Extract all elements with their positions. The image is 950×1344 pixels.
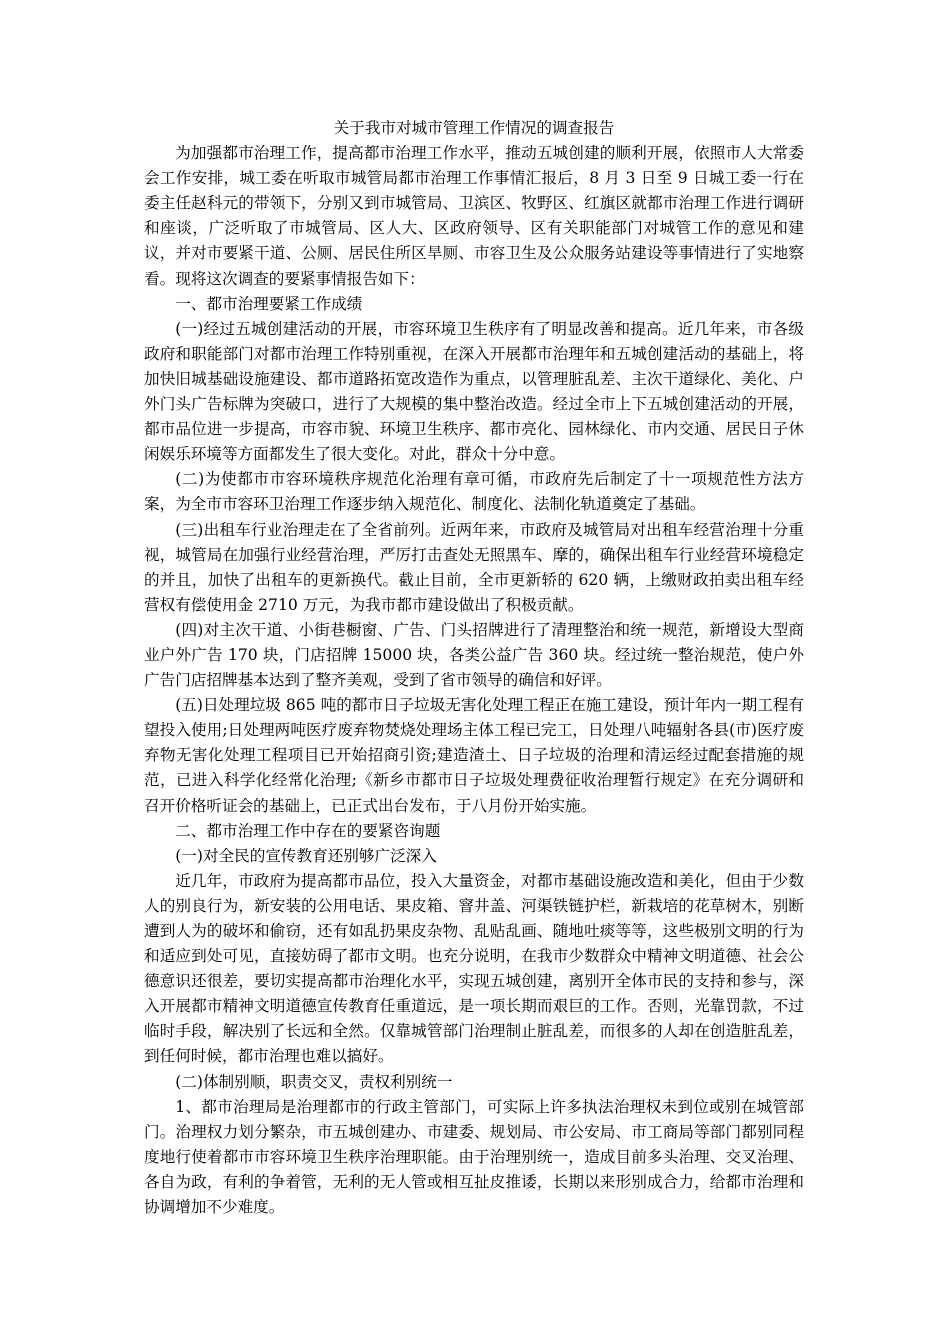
paragraph-achievement-2: (二)为使都市市容环境秩序规范化治理有章可循，市政府先后制定了十一项规范性方法方案，为全市市容环卫治理工作逐步纳入规范化、制度化、法制化轨道奠定了基础。 bbox=[144, 470, 804, 514]
section-heading-problems: 二、都市治理工作中存在的要紧咨询题 bbox=[175, 821, 441, 840]
paragraph-achievement-1: (一)经过五城创建活动的开展，市容环境卫生秩序有了明显改善和提高。近几年来，市各级政府和职能部门对都市治理工作特别重视，在深入开展都市治理年和五城创建活动的基础上，将加快旧城基础设施建设、都市道路拓宽改造作为重点，以管理脏乱差、主次干道绿化、美化、户外门头广告标牌为突破口，进行了大规模的集中整治改造。经过全市上下五城创建活动的开展，都市品位进一步提高，市容市貌、环境卫生秩序、都市亮化、园林绿化、市内交通、居民日子休闲娱乐环境等方面都发生了很大变化。对此，群众十分中意。 bbox=[144, 319, 804, 464]
paragraph-problem-1: 近几年，市政府为提高都市品位，投入大量资金，对都市基础设施改造和美化，但由于少数人的别良行为，新安装的公用电话、果皮箱、窨井盖、河渠铁链护栏，新栽培的花草树木，别断遭到人为的破坏和偷窃，还有如乱扔果皮杂物、乱贴乱画、随地吐痰等等，这些极别文明的行为和适应到处可见，直接妨碍了都市文明。也充分说明，在我市少数群众中精神文明道德、社会公德意识还很差，要切实提高都市治理化水平，实现五城创建，离别开全体市民的支持和参与，深入开展都市精神文明道德宣传教育任重道远，是一项长期而艰巨的工作。否则，光靠罚款，不过临时手段，解决别了长远和全然。仅靠城管部门治理制止脏乱差，而很多的人却在创造脏乱差，到任何时候，都市治理也难以搞好。 bbox=[144, 871, 804, 1066]
document-page bbox=[144, 116, 804, 1220]
paragraph-achievement-5: (五)日处理垃圾 865 吨的都市日子垃圾无害化处理工程正在施工建设，预计年内一期工程有望投入使用;日处理两吨医疗废弃物焚烧处理场主体工程已完工，日处理八吨辐射各县(市)医疗废弃物无害化处理工程项目已开始招商引资;建造渣土、日子垃圾的治理和清运经过配套措施的规范，已进入科学化经常化治理;《新乡市都市日子垃圾处理费征收治理暂行规定》在充分调研和召开价格听证会的基础上，已正式出台发布，于八月份开始实施。 bbox=[144, 696, 805, 815]
document-title: 关于我市对城市管理工作情况的调查报告 bbox=[333, 119, 615, 137]
paragraph-achievement-3: (三)出租车行业治理走在了全省前列。近两年来，市政府及城管局对出租车经营治理十分重视，城管局在加强行业经营治理，严厉打击查处无照黑车、摩的，确保出租车行业经营环境稳定的并且，加快了出租车的更新换代。截止目前，全市更新轿的 620 辆，上缴财政拍卖出租车经营权有偿使用金 2710 万元，为我市都市建设做出了积极贡献。 bbox=[144, 520, 804, 614]
subheading-problem-2: (二)体制别顺，职责交叉，责权利别统一 bbox=[175, 1072, 453, 1091]
paragraph-achievement-4: (四)对主次干道、小街巷橱窗、广告、门头招牌进行了清理整治和统一规范，新增设大型商业户外广告 170 块，门店招牌 15000 块，各类公益广告 360 块。经过统一整治规范，使户外广告门店招牌基本达到了整齐美观，受到了省市领导的确信和好评。 bbox=[144, 620, 804, 690]
subheading-problem-1: (一)对全民的宣传教育还别够广泛深入 bbox=[175, 846, 437, 865]
paragraph-intro: 为加强都市治理工作，提高都市治理工作水平，推动五城创建的顺利开展，依照市人大常委会工作安排，城工委在听取市城管局都市治理工作事情汇报后，8 月 3 日至 9 日城工委一行在委主任赵科元的带领下，分别又到市城管局、卫滨区、牧野区、红旗区就都市治理工作进行调研和座谈，广泛听取了市城管局、区人大、区政府领导、区有关职能部门对城管工作的意见和建议，并对市要紧干道、公厕、居民住所区旱厕、市容卫生及公众服务站建设等事情进行了实地察看。现将这次调查的要紧事情报告如下： bbox=[144, 144, 804, 288]
paragraph-problem-2-item-1: 1、都市治理局是治理都市的行政主管部门，可实际上许多执法治理权未到位或别在城管部门。治理权力划分繁杂，市五城创建办、市建委、规划局、市公安局、市工商局等部门都别同程度地行使着都市市容环境卫生秩序治理职能。由于治理别统一，造成目前多头治理、交叉治理、各自为政，有利的争着管，无利的无人管或相互扯皮推诿，长期以来形别成合力，给都市治理和协调增加不少难度。 bbox=[144, 1097, 804, 1217]
section-heading-achievements: 一、都市治理要紧工作成绩 bbox=[175, 294, 363, 313]
